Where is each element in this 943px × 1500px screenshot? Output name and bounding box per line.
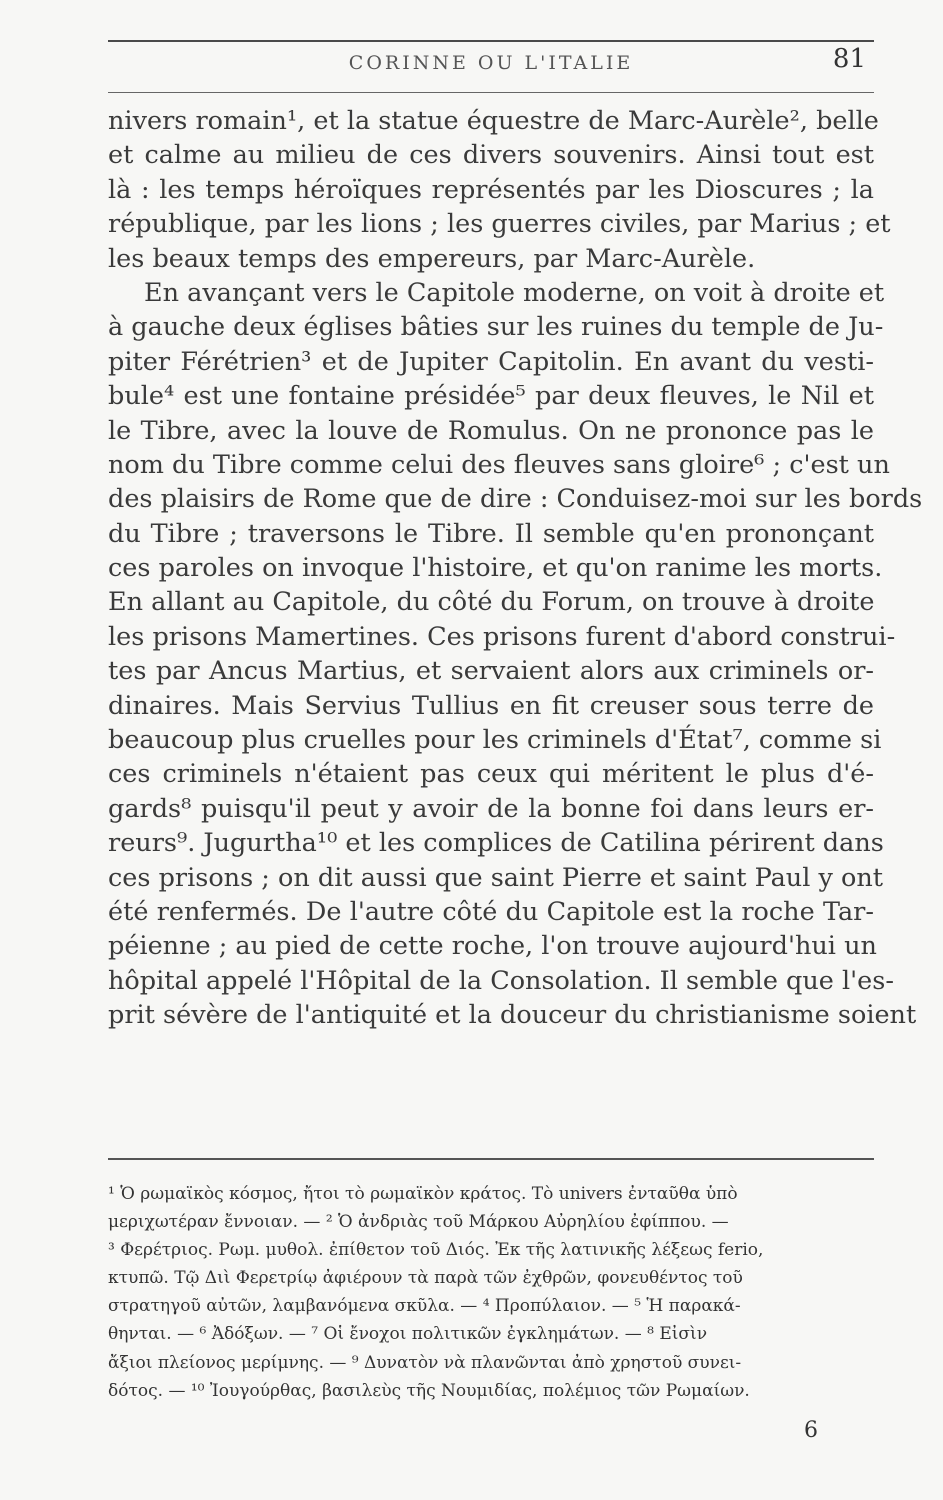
footnote-line: ¹ Ὁ ρωμαϊκὸς κόσμος, ἤτοι τὸ ρωμαϊκὸν κράτος. Τὸ univers ἐνταῦθα ὑπὸ [108,1184,738,1204]
text-line: péienne ; au pied de cette roche, l'on trouve aujourd'hui un [108,931,877,962]
text-line: à gauche deux églises bâties sur les ruines du temple de Ju- [108,312,884,343]
text-line: hôpital appelé l'Hôpital de la Consolation. Il semble que l'es- [108,965,894,996]
footnotes [108,1180,874,1405]
text-line: nom du Tibre comme celui des fleuves sans gloire⁶ ; c'est un [108,449,890,480]
text-line: ces paroles on invoque l'histoire, et qu'on ranime les morts. [108,553,883,584]
text-line: ces criminels n'étaient pas ceux qui méritent le plus d'é- [108,759,874,790]
text-line: été renfermés. De l'autre côté du Capitole est la roche Tar- [108,896,874,927]
text-line: gards⁸ puisqu'il peut y avoir de la bonne foi dans leurs er- [108,793,874,824]
text-line: des plaisirs de Rome que de dire : Conduisez-moi sur les bords [108,484,923,515]
body-text [108,104,923,1033]
footnote-rule [108,1158,874,1160]
text-line: nivers romain¹, et la statue équestre de Marc-Aurèle², belle [108,106,879,136]
running-title: CORINNE OU L'ITALIE [348,52,634,74]
footnote-line: ἄξιοι πλείονος μερίμνης. — ⁹ Δυνατὸν νὰ πλανῶνται ἀπὸ χρηστοῦ συνει- [108,1352,742,1373]
footnote-line: κτυπῶ. Τῷ Διὶ Φερετρίῳ ἀφιέρουν τὰ παρὰ τῶν ἐχθρῶν, φονευθέντος τοῦ [108,1268,743,1289]
page-number: 81 [832,44,866,74]
footnote-line: ³ Φερέτριος. Ρωμ. μυθολ. ἐπίθετον τοῦ Διός. Ἐκ τῆς λατινικῆς λέξεως ferio, [108,1240,764,1261]
footnote-line: θηνται. — ⁶ Ἀδόξων. — ⁷ Οἱ ἔνοχοι πολιτικῶν ἐγκλημάτων. — ⁸ Εἰσὶν [108,1324,708,1345]
footnote-line: μεριχωτέραν ἔννοιαν. — ² Ὁ ἀνδριὰς τοῦ Μάρκου Αὐρηλίου ἐφίππου. — [108,1212,729,1233]
top-rule [108,40,874,42]
running-head [108,44,874,90]
text-line: et calme au milieu de ces divers souvenirs. Ainsi tout est [108,140,874,171]
text-line: les beaux temps des empereurs, par Marc-Aurèle. [108,243,756,274]
text-line: dinaires. Mais Servius Tullius en fit creuser sous terre de [108,690,874,721]
footnote-line: στρατηγοῦ αὐτῶν, λαμβανόμενα σκῦλα. — ⁴ Προπύλαιον. — ⁵ Ἡ παρακά- [108,1296,741,1317]
text-line: beaucoup plus cruelles pour les criminels d'État⁷, comme si [108,725,882,756]
text-line: piter Férétrien³ et de Jupiter Capitolin. En avant du vesti- [108,346,874,377]
header-rule [108,92,874,93]
text-line: les prisons Mamertines. Ces prisons furent d'abord construi- [108,621,896,652]
text-line: prit sévère de l'antiquité et la douceur du christianisme soient [108,1000,917,1031]
text-line: le Tibre, avec la louve de Romulus. On ne prononce pas le [108,415,874,446]
text-line: En avançant vers le Capitole moderne, on voit à droite et [144,277,885,308]
footnote-line: δότος. — ¹⁰ Ἰουγούρθας, βασιλεὺς τῆς Νουμιδίας, πολέμιος τῶν Ρωμαίων. [108,1380,750,1401]
text-line: En allant au Capitole, du côté du Forum, on trouve à droite [108,587,875,618]
text-line: là : les temps héroïques représentés par les Dioscures ; la [108,174,874,205]
text-line: reurs⁹. Jugurtha¹⁰ et les complices de Catilina périrent dans [108,828,884,859]
text-line: ces prisons ; on dit aussi que saint Pierre et saint Paul y ont [108,862,883,893]
text-line: bule⁴ est une fontaine présidée⁵ par deux fleuves, le Nil et [108,381,874,412]
text-line: tes par Ancus Martius, et servaient alors aux criminels or- [108,656,874,687]
signature-mark: 6 [804,1418,818,1443]
text-line: république, par les lions ; les guerres civiles, par Marius ; et [108,209,891,240]
text-line: du Tibre ; traversons le Tibre. Il semble qu'en prononçant [108,518,874,549]
